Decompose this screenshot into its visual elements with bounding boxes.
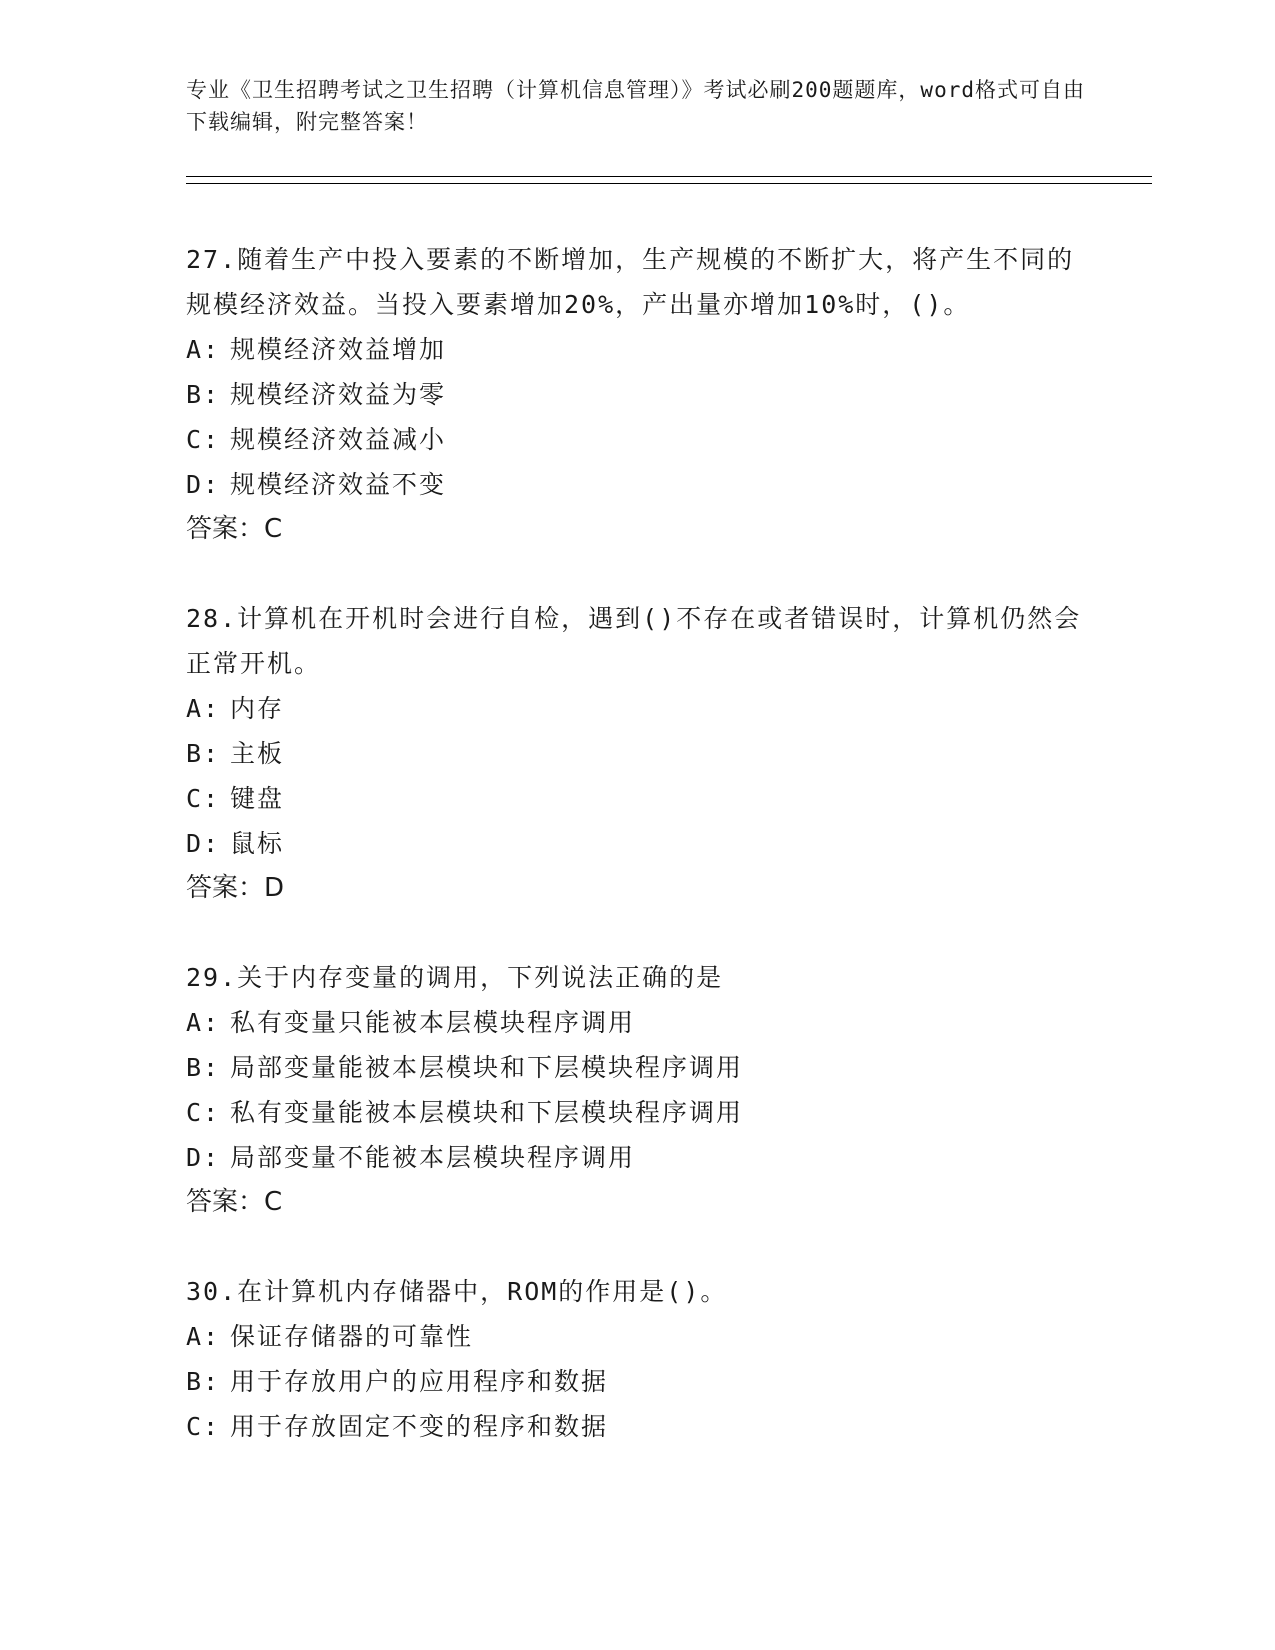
option-d [186,821,1146,866]
question-list [186,237,1146,1449]
option-text: 私有变量只能被本层模块程序调用 [230,1008,636,1037]
answer-label: 答案： [186,1187,265,1217]
question-30 [186,1269,1146,1449]
answer-label: 答案： [186,873,265,903]
option-c [186,1404,1146,1449]
option-letter: C: [186,425,221,454]
option-text: 规模经济效益增加 [230,335,447,364]
option-text: 用于存放固定不变的程序和数据 [230,1412,609,1441]
option-letter: D: [186,470,221,499]
question-29 [186,955,1146,1225]
question-text: 28.计算机在开机时会进行自检，遇到()不存在或者错误时，计算机仍然会正常开机。 [186,604,1082,678]
option-letter: A: [186,1008,221,1037]
option-letter: B: [186,1367,221,1396]
question-28 [186,596,1146,911]
option-a [186,1314,1146,1359]
answer-value: C [264,514,283,544]
option-letter: C: [186,1412,221,1441]
option-b [186,731,1146,776]
question-text: 27.随着生产中投入要素的不断增加，生产规模的不断扩大，将产生不同的规模经济效益。当投入要素增加20%，产出量亦增加10%时，()。 [186,245,1075,319]
answer-value: D [264,873,285,903]
answer-value: C [264,1187,283,1217]
option-letter: C: [186,1098,221,1127]
question-text: 29.关于内存变量的调用，下列说法正确的是 [186,963,724,992]
option-text: 用于存放用户的应用程序和数据 [230,1367,609,1396]
option-text: 保证存储器的可靠性 [230,1322,474,1351]
option-letter: D: [186,1143,221,1172]
option-b [186,372,1146,417]
answer-line [186,507,1146,552]
option-text: 内存 [230,694,285,723]
option-d [186,462,1146,507]
answer-line [186,1180,1146,1225]
option-letter: B: [186,739,221,768]
option-letter: A: [186,694,221,723]
option-b [186,1045,1146,1090]
question-27 [186,237,1146,552]
option-text: 规模经济效益为零 [230,380,447,409]
option-text: 局部变量能被本层模块和下层模块程序调用 [230,1053,744,1082]
option-a [186,1000,1146,1045]
option-text: 私有变量能被本层模块和下层模块程序调用 [230,1098,744,1127]
option-c [186,776,1146,821]
option-text: 规模经济效益减小 [230,425,447,454]
option-text: 规模经济效益不变 [230,470,447,499]
option-text: 鼠标 [230,829,285,858]
answer-label: 答案： [186,514,265,544]
header-divider [186,176,1152,184]
option-letter: A: [186,1322,221,1351]
option-d [186,1135,1146,1180]
option-text: 键盘 [230,784,285,813]
option-c [186,1090,1146,1135]
option-letter: D: [186,829,221,858]
option-text: 主板 [230,739,285,768]
option-letter: C: [186,784,221,813]
document-page [186,74,1146,1493]
option-letter: A: [186,335,221,364]
option-a [186,327,1146,372]
option-a [186,686,1146,731]
document-header: 专业《卫生招聘考试之卫生招聘（计算机信息管理）》考试必刷200题题库，word格式可自由下载编辑，附完整答案！ [186,78,1085,134]
option-b [186,1359,1146,1404]
option-text: 局部变量不能被本层模块程序调用 [230,1143,636,1172]
question-text: 30.在计算机内存储器中，ROM的作用是()。 [186,1277,728,1306]
option-c [186,417,1146,462]
option-letter: B: [186,380,221,409]
answer-line [186,866,1146,911]
option-letter: B: [186,1053,221,1082]
